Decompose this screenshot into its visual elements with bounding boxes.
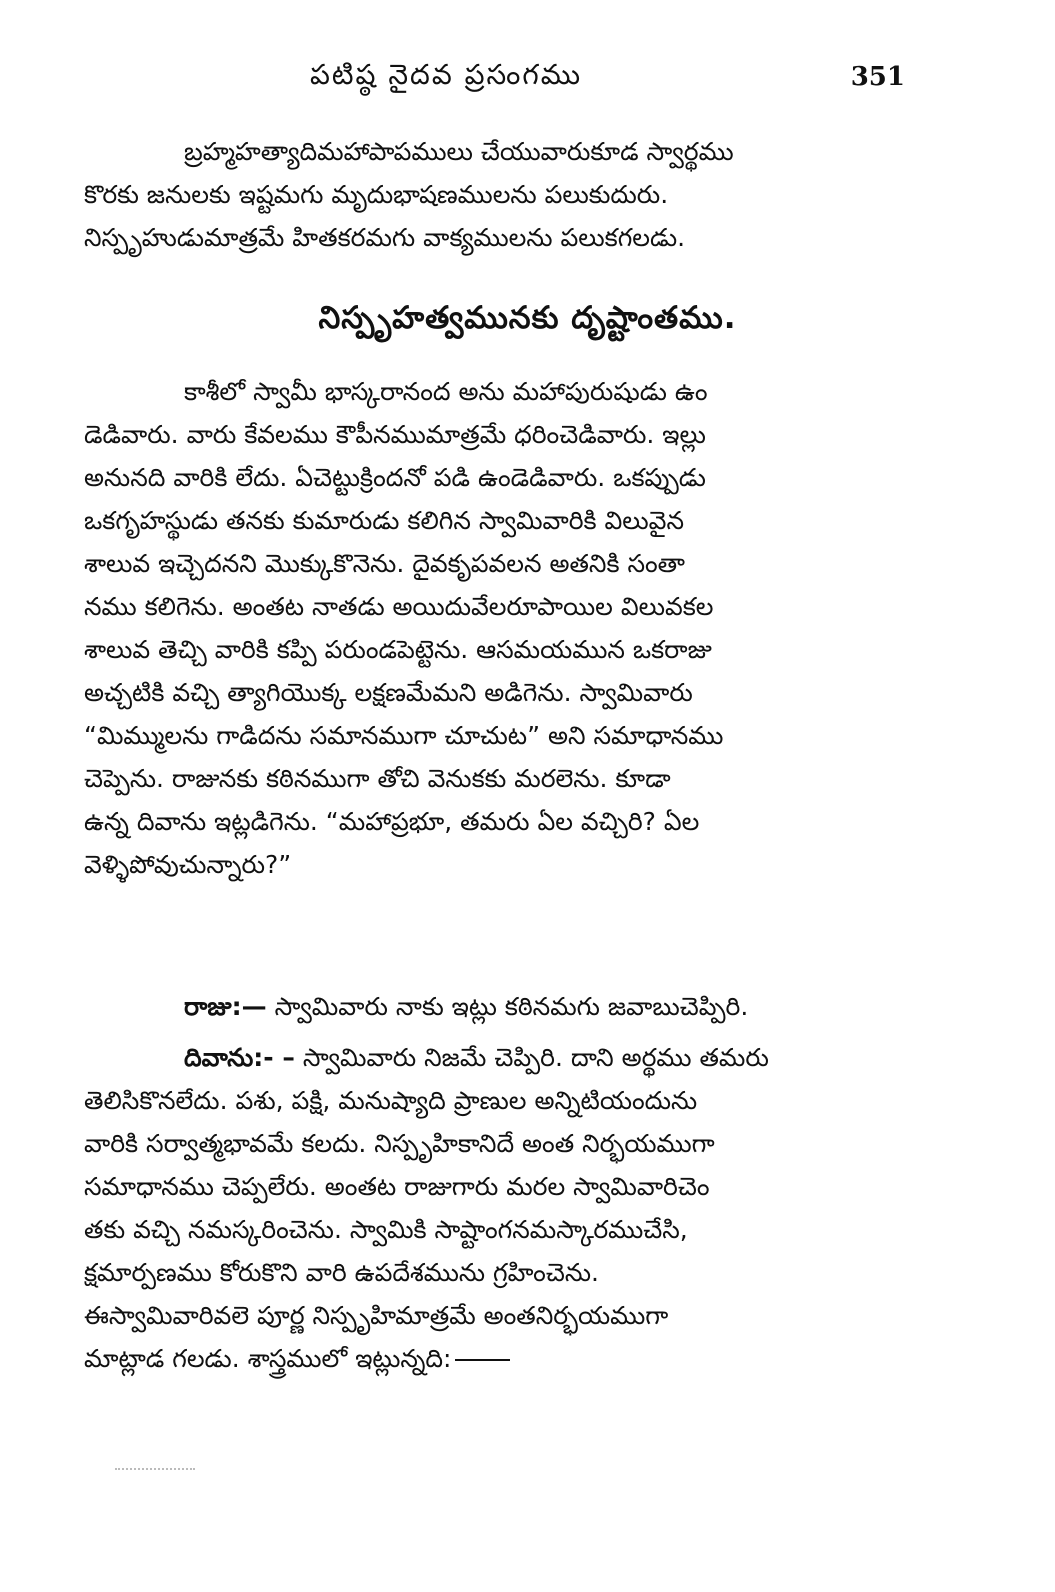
text-line: తెలిసికొనలేదు. పశు, పక్షి, మనుష్యాది ప్రాణుల అన్నిటియందును	[84, 1086, 698, 1115]
text-line: అచ్చటికి వచ్చి త్యాగియొక్క లక్షణమేమని అడిగెను. స్వామివారు	[84, 678, 693, 707]
em-dash-rule	[455, 1359, 510, 1361]
text-line: నిస్పృహుడుమాత్రమే హితకరమగు వాక్యములను పలుకగలడు.	[84, 223, 686, 252]
text-line: చెప్పెను. రాజునకు కఠినముగా తోచి వెనుకకు మరలెను. కూడా	[84, 764, 671, 793]
text-line: సమాధానము చెప్పలేరు. అంతట రాజుగారు మరల స్వామివారిచెం	[84, 1172, 710, 1201]
page-header	[0, 58, 1055, 98]
running-title: పటిష్ఠ నైదవ ప్రసంగము	[310, 58, 583, 91]
speaker-label: దివాను:- –	[184, 1043, 295, 1072]
paragraph-1	[84, 130, 914, 259]
dialogue-text: స్వామివారు నాకు ఇట్లు కఠినమగు జవాబుచెప్పిరి.	[274, 992, 749, 1021]
page-number: 351	[850, 62, 905, 92]
text-line: ఈస్వామివారివలె పూర్ణ నిస్పృహిమాత్రమే అంతనిర్భయముగా	[84, 1301, 669, 1330]
last-line-text: మాట్లాడ గలడు. శాస్త్రములో ఇట్లున్నది:	[84, 1344, 452, 1373]
text-line: బ్రహ్మహత్యాదిమహాపాపములు చేయువారుకూడ స్వార్థము	[184, 137, 734, 166]
text-line: వారికి సర్వాత్మభావమే కలదు. నిస్పృహికానిదే అంత నిర్భయముగా	[84, 1129, 715, 1158]
dialogue-line	[84, 1036, 914, 1079]
scan-specks	[115, 1468, 195, 1474]
dialogue-raju	[84, 985, 914, 1028]
dialogue-divanu	[84, 1036, 914, 1380]
section-heading: నిస్పృహత్వమునకు దృష్టాంతము.	[318, 300, 737, 336]
dialogue-text: స్వామివారు నిజమే చెప్పిరి. దాని అర్థము తమరు	[302, 1043, 769, 1072]
text-line: క్షమార్పణము కోరుకొని వారి ఉపదేశమును గ్రహించెను.	[84, 1258, 599, 1287]
text-line: కాశీలో స్వామీ భాస్కరానంద అను మహాపురుషుడు ఉం	[184, 377, 708, 406]
text-line: ఉన్న దివాను ఇట్లడిగెను. “మహాప్రభూ, తమరు ఏల వచ్చిరి? ఏల	[84, 807, 700, 836]
text-line: డెడివారు. వారు కేవలము కౌపీనముమాత్రమే ధరించెడివారు. ఇల్లు	[84, 420, 706, 449]
text-line: అనునది వారికి లేదు. ఏచెట్టుక్రిందనో పడి ఉండెడివారు. ఒకప్పుడు	[84, 463, 706, 492]
paragraph-2	[84, 370, 914, 886]
dialogue-line	[84, 985, 914, 1028]
text-line: నము కలిగెను. అంతట నాతడు అయిదువేలరూపాయిల విలువకల	[84, 592, 714, 621]
speaker-label: రాజు:—	[184, 992, 267, 1021]
text-line: కొరకు జనులకు ఇష్టమగు మృదుభాషణములను పలుకుదురు.	[84, 180, 669, 209]
text-line: వెళ్ళిపోవుచున్నారు?”	[84, 850, 292, 879]
text-line: ఒకగృహస్థుడు తనకు కుమారుడు కలిగిన స్వామివారికి విలువైన	[84, 506, 685, 535]
text-line: శాలువ ఇచ్చెదనని మొక్కుకొనెను. దైవకృపవలన అతనికి సంతా	[84, 549, 686, 578]
text-line: తకు వచ్చి నమస్కరించెను. స్వామికి సాష్టాంగనమస్కారముచేసి,	[84, 1215, 688, 1244]
text-line: “మిమ్ములను గాడిదను సమానముగా చూచుట” అని సమాధానము	[84, 721, 724, 750]
text-line: శాలువ తెచ్చి వారికి కప్పి పరుండపెట్టెను. ఆసమయమున ఒకరాజు	[84, 635, 712, 664]
text-line	[84, 1337, 914, 1380]
